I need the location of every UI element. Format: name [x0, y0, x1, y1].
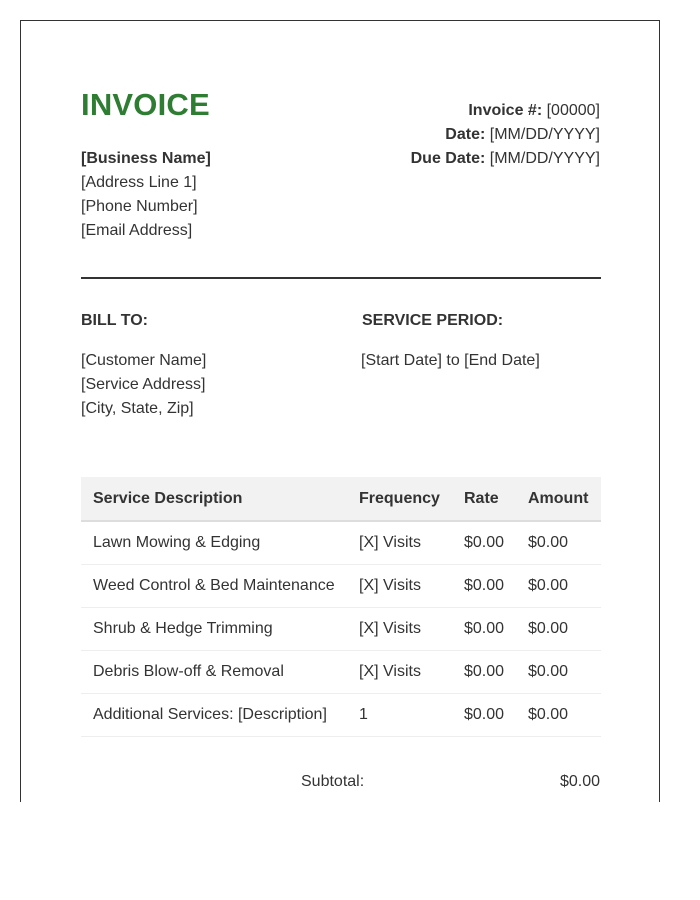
invoice-date-label: Date:	[445, 126, 486, 143]
rate-cell: $0.00	[464, 565, 528, 608]
frequency-cell: [X] Visits	[359, 608, 464, 651]
header-divider	[81, 277, 601, 279]
business-name: [Business Name]	[81, 150, 211, 167]
service-period-heading: SERVICE PERIOD:	[362, 312, 504, 329]
invoice-number-line	[411, 99, 600, 123]
business-address: [Address Line 1]	[81, 174, 197, 191]
column-header: Service Description	[81, 477, 359, 521]
invoice-date-value: [MM/DD/YYYY]	[489, 126, 600, 143]
bill-to-heading: BILL TO:	[81, 312, 148, 329]
service-description-cell: Weed Control & Bed Maintenance	[81, 565, 359, 608]
table-row	[81, 608, 601, 651]
invoice-number-label: Invoice #:	[468, 102, 543, 119]
bill-to-details	[81, 349, 206, 421]
rate-cell: $0.00	[464, 608, 528, 651]
frequency-cell: [X] Visits	[359, 521, 464, 565]
table-header-row	[81, 477, 601, 521]
table-row	[81, 565, 601, 608]
service-description-cell: Additional Services: [Description]	[81, 694, 359, 737]
services-table	[81, 477, 601, 737]
column-header: Frequency	[359, 477, 464, 521]
rate-cell: $0.00	[464, 521, 528, 565]
invoice-page	[20, 20, 660, 802]
amount-cell: $0.00	[528, 521, 601, 565]
subtotal-value: $0.00	[559, 773, 600, 790]
amount-cell: $0.00	[528, 565, 601, 608]
rate-cell: $0.00	[464, 694, 528, 737]
frequency-cell: [X] Visits	[359, 565, 464, 608]
invoice-date-line	[411, 123, 600, 147]
amount-cell: $0.00	[528, 651, 601, 694]
business-info	[81, 147, 211, 243]
table-row	[81, 694, 601, 737]
column-header: Rate	[464, 477, 528, 521]
due-date-value: [MM/DD/YYYY]	[489, 150, 600, 167]
due-date-label: Due Date:	[410, 150, 486, 167]
invoice-title: INVOICE	[81, 87, 210, 122]
service-address: [Service Address]	[81, 376, 206, 393]
service-period-range: [Start Date] to [End Date]	[361, 352, 540, 369]
frequency-cell: [X] Visits	[359, 651, 464, 694]
service-description-cell: Lawn Mowing & Edging	[81, 521, 359, 565]
subtotal-label: Subtotal:	[301, 773, 365, 790]
invoice-number-value: [00000]	[546, 102, 600, 119]
city-state-zip: [City, State, Zip]	[81, 400, 194, 417]
frequency-cell: 1	[359, 694, 464, 737]
business-phone: [Phone Number]	[81, 198, 198, 215]
business-email: [Email Address]	[81, 222, 193, 239]
amount-cell: $0.00	[528, 608, 601, 651]
amount-cell: $0.00	[528, 694, 601, 737]
rate-cell: $0.00	[464, 651, 528, 694]
column-header: Amount	[528, 477, 601, 521]
service-description-cell: Shrub & Hedge Trimming	[81, 608, 359, 651]
invoice-meta	[411, 99, 600, 171]
due-date-line	[411, 147, 600, 171]
table-row	[81, 521, 601, 565]
customer-name: [Customer Name]	[81, 352, 207, 369]
table-row	[81, 651, 601, 694]
service-description-cell: Debris Blow-off & Removal	[81, 651, 359, 694]
